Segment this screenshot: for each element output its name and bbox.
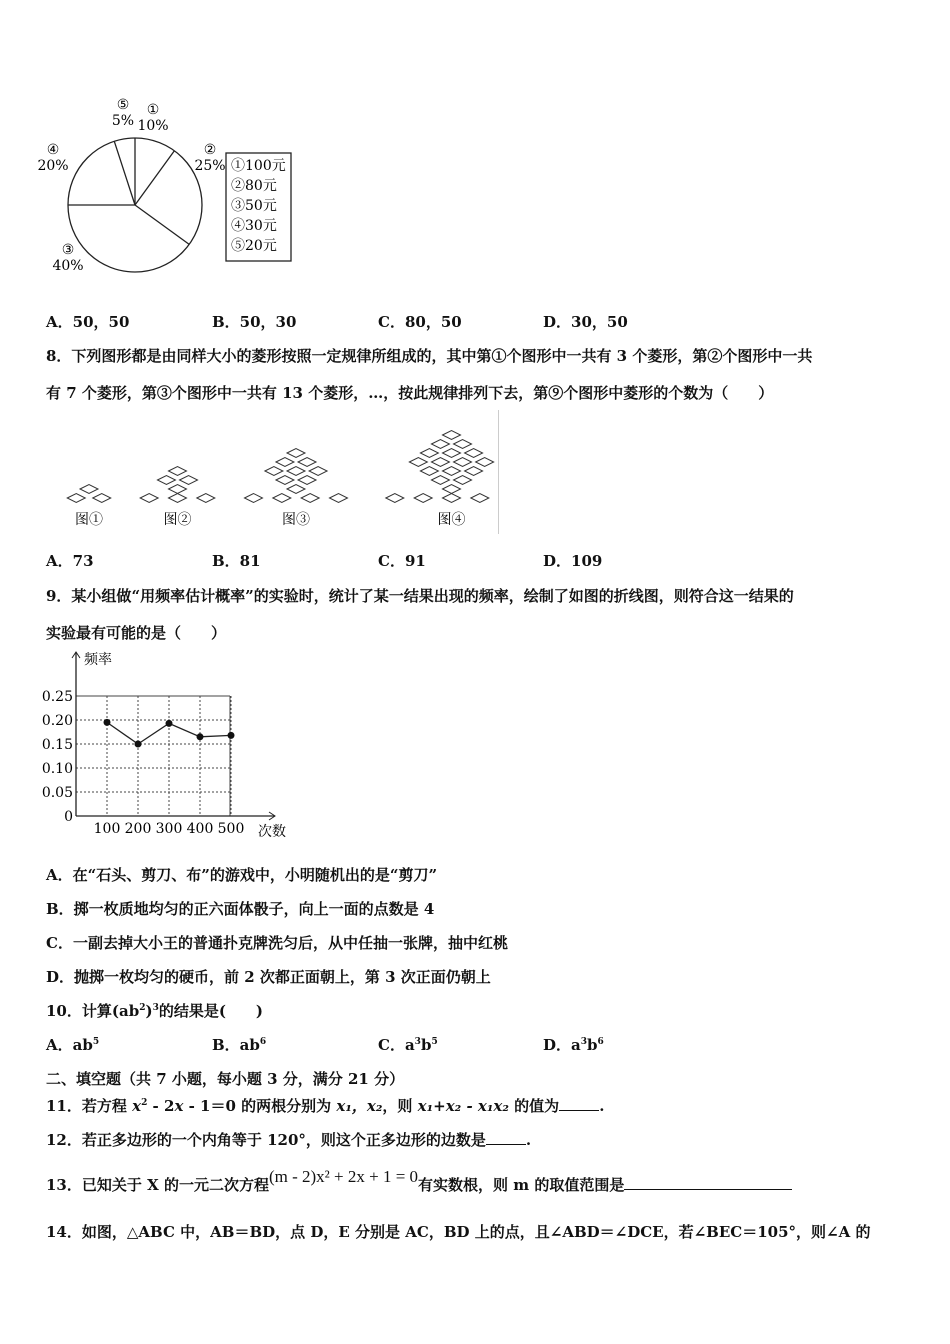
rhombus (301, 494, 319, 503)
answer-blank[interactable] (624, 1189, 792, 1190)
rhombus (287, 485, 305, 494)
q8-line1: 8．下列图形都是由同样大小的菱形按照一定规律所组成的，其中第①个图形中一共有 3 个菱形，第②个图形中一共 (46, 347, 813, 365)
rhombus (265, 467, 283, 476)
q12-text: 12．若正多边形的一个内角等于 120°，则这个正多边形的边数是 (46, 1131, 486, 1149)
legend-item: ④30元 (231, 218, 277, 234)
rhombus (157, 476, 175, 485)
slice-label: ⑤ (116, 97, 130, 113)
y-tick-label: 0.10 (41, 761, 73, 777)
data-point (197, 733, 204, 740)
rhombus (287, 449, 305, 458)
opt-exp: 3 (580, 1037, 587, 1047)
slice-label: ② (203, 142, 217, 158)
slice-percent: 20% (37, 158, 69, 174)
answer-blank[interactable] (559, 1110, 599, 1111)
y-tick-label: 0.25 (41, 689, 73, 705)
q10-option-a[interactable] (46, 1034, 99, 1055)
q10-stem (46, 1000, 263, 1021)
q11-stem: 11．若方程 $x^2 - 2x - 1=0$ 的两根分别为 x₁，x₂，则 x₁+x₂ - x₁x₂ 的值为 . (46, 1097, 605, 1115)
opt-exp: 6 (597, 1037, 604, 1047)
y-tick-label: 0.20 (41, 713, 73, 729)
rhombus (386, 494, 404, 503)
diamond-pattern-figure (42, 410, 499, 534)
q7-option-b[interactable]: B．50，30 (212, 313, 297, 331)
slice-label: ④ (46, 142, 60, 158)
rhombus (471, 494, 489, 503)
q11-text: - 2 (147, 1097, 175, 1115)
opt-text: C．a (378, 1036, 415, 1054)
slice-label: ① (146, 102, 160, 118)
x-tick-label: 500 (217, 821, 245, 837)
opt-exp: 5 (431, 1037, 438, 1047)
q8-line2: 有 7 个菱形，第③个图形中一共有 13 个菱形，…，按此规律排列下去，第⑨个图形中菱形的个数为（ ） (46, 384, 774, 402)
slice-percent: 5% (111, 113, 135, 129)
opt-text: b (420, 1036, 432, 1054)
q9-option-a[interactable]: A．在“石头、剪刀、布”的游戏中，小明随机出的是“剪刀” (46, 866, 438, 884)
rhombus (454, 440, 472, 449)
q11-var: x (132, 1097, 142, 1115)
slice-percent: 25% (194, 158, 226, 174)
rhombus (454, 476, 472, 485)
q8-option-c[interactable]: C．91 (378, 552, 426, 570)
q10-paren: ) (145, 1002, 153, 1020)
rhombus (420, 449, 438, 458)
opt-text: b (587, 1036, 598, 1054)
rhombus (443, 449, 461, 458)
q14-stem: 14．如图，△ABC 中，AB＝BD，点 D，E 分别是 AC，BD 上的点，且∠ABD＝∠DCE，若∠BEC＝105°，则∠A 的 (46, 1223, 871, 1241)
q12-stem: 12．若正多边形的一个内角等于 120°，则这个正多边形的边数是 . (46, 1131, 532, 1149)
opt-text: D．a (543, 1036, 581, 1054)
q13-text: 有实数根，则 m 的取值范围是 (418, 1176, 625, 1194)
legend-item: ⑤20元 (231, 238, 277, 254)
rhombus (67, 494, 85, 503)
q11-text: - 1＝0 的两根分别为 (183, 1097, 337, 1115)
figure-label: 图② (163, 512, 192, 528)
rhombus (454, 458, 472, 467)
rhombus (298, 458, 316, 467)
rhombus (169, 485, 187, 494)
opt-exp: 6 (259, 1037, 267, 1047)
q9-option-c[interactable]: C．一副去掉大小王的普通扑克牌洗匀后，从中任抽一张牌，抽中红桃 (46, 934, 508, 952)
rhombus (420, 467, 438, 476)
q10-option-d[interactable] (543, 1034, 604, 1055)
q11-roots: x₁，x₂ (336, 1097, 383, 1115)
opt-exp: 3 (414, 1037, 421, 1047)
q8-option-b[interactable]: B．81 (212, 552, 261, 570)
rhombus (80, 485, 98, 494)
rhombus (443, 485, 461, 494)
rhombus (330, 494, 348, 503)
x-tick-label: 100 (93, 821, 121, 837)
q8-option-d[interactable]: D．109 (543, 552, 603, 570)
data-point (228, 732, 235, 739)
q11-expression: x₁+x₂ - x₁x₂ (417, 1097, 509, 1115)
q11-text: 的值为 (508, 1097, 560, 1115)
q10-option-c[interactable] (378, 1034, 438, 1055)
slice-percent: 10% (137, 118, 169, 134)
rhombus (443, 467, 461, 476)
figure-label: 图① (75, 512, 103, 528)
slice-label: ③ (61, 242, 75, 258)
slice-percent: 40% (52, 258, 84, 274)
y-tick-label: 0.05 (41, 785, 73, 801)
q7-option-c[interactable]: C．80，50 (378, 313, 462, 331)
rhombus (197, 494, 215, 503)
figure-label: 图③ (282, 512, 310, 528)
rhombus (414, 494, 432, 503)
rhombus (465, 467, 483, 476)
q11-text: 11．若方程 (46, 1097, 133, 1115)
legend-item: ①100元 (231, 158, 286, 174)
q9-option-d[interactable]: D．抛掷一枚均匀的硬币，前 2 次都正面朝上，第 3 次正面仍朝上 (46, 968, 491, 986)
x-tick-label: 400 (186, 821, 214, 837)
rhombus (273, 494, 291, 503)
rhombus (169, 494, 187, 503)
rhombus (431, 476, 449, 485)
q7-option-a[interactable]: A．50，50 (46, 313, 130, 331)
y-tick-label: 0 (64, 809, 73, 825)
pie-slice-edge (114, 141, 135, 205)
legend-item: ③50元 (231, 198, 277, 214)
figure-label: 图④ (437, 512, 466, 528)
rhombus (476, 458, 494, 467)
x-tick-label: 200 (124, 821, 152, 837)
q13-text: 13．已知关于 X 的一元二次方程 (46, 1176, 269, 1194)
rhombus (169, 467, 187, 476)
rhombus (443, 431, 461, 440)
data-point (135, 741, 142, 748)
y-axis-label: 频率 (84, 652, 112, 668)
rhombus (298, 476, 316, 485)
q8-option-a[interactable]: A．73 (46, 552, 94, 570)
rhombus (276, 458, 294, 467)
rhombus (93, 494, 111, 503)
opt-text: A．ab (46, 1036, 93, 1054)
q9-line2: 实验最有可能的是（ ） (46, 624, 227, 642)
rhombus (309, 467, 327, 476)
y-tick-label: 0.15 (41, 737, 73, 753)
legend-item: ②80元 (231, 178, 277, 194)
q13-stem (46, 1167, 792, 1195)
q10-prefix: 10．计算(ab (46, 1002, 140, 1020)
q11-text: ，则 (382, 1097, 418, 1115)
q10-exp1: 2 (139, 1003, 146, 1013)
rhombus (465, 449, 483, 458)
rhombus (431, 458, 449, 467)
rhombus (443, 494, 461, 503)
x-tick-label: 300 (155, 821, 183, 837)
opt-exp: 5 (92, 1037, 100, 1047)
frequency-line-chart (30, 640, 310, 840)
q10-exp2: 3 (152, 1003, 159, 1013)
pie-chart (30, 90, 310, 280)
data-point (104, 719, 111, 726)
q7-option-d[interactable]: D．30，50 (543, 313, 628, 331)
section-2-heading: 二、填空题（共 7 小题，每小题 3 分，满分 21 分） (46, 1070, 405, 1088)
opt-text: B．ab (212, 1036, 260, 1054)
q9-line1: 9．某小组做“用频率估计概率”的实验时，统计了某一结果出现的频率，绘制了如图的折线图，则符合这一结果的 (46, 587, 794, 605)
pie-slice-edge (135, 151, 174, 205)
pie-slice-edge (135, 205, 189, 244)
x-axis-label: 次数 (258, 824, 286, 840)
rhombus (140, 494, 158, 503)
rhombus (276, 476, 294, 485)
rhombus (287, 467, 305, 476)
q10-suffix: 的结果是( ) (158, 1002, 264, 1020)
rhombus (180, 476, 198, 485)
q13-equation: (m - 2)x² + 2x + 1 = 0 (268, 1167, 419, 1186)
q9-option-b[interactable]: B．掷一枚质地均匀的正六面体骰子，向上一面的点数是 4 (46, 900, 435, 918)
data-point (166, 720, 173, 727)
rhombus (431, 440, 449, 449)
answer-blank[interactable] (486, 1144, 526, 1145)
q10-option-b[interactable] (212, 1034, 266, 1055)
rhombus (409, 458, 427, 467)
rhombus (245, 494, 263, 503)
